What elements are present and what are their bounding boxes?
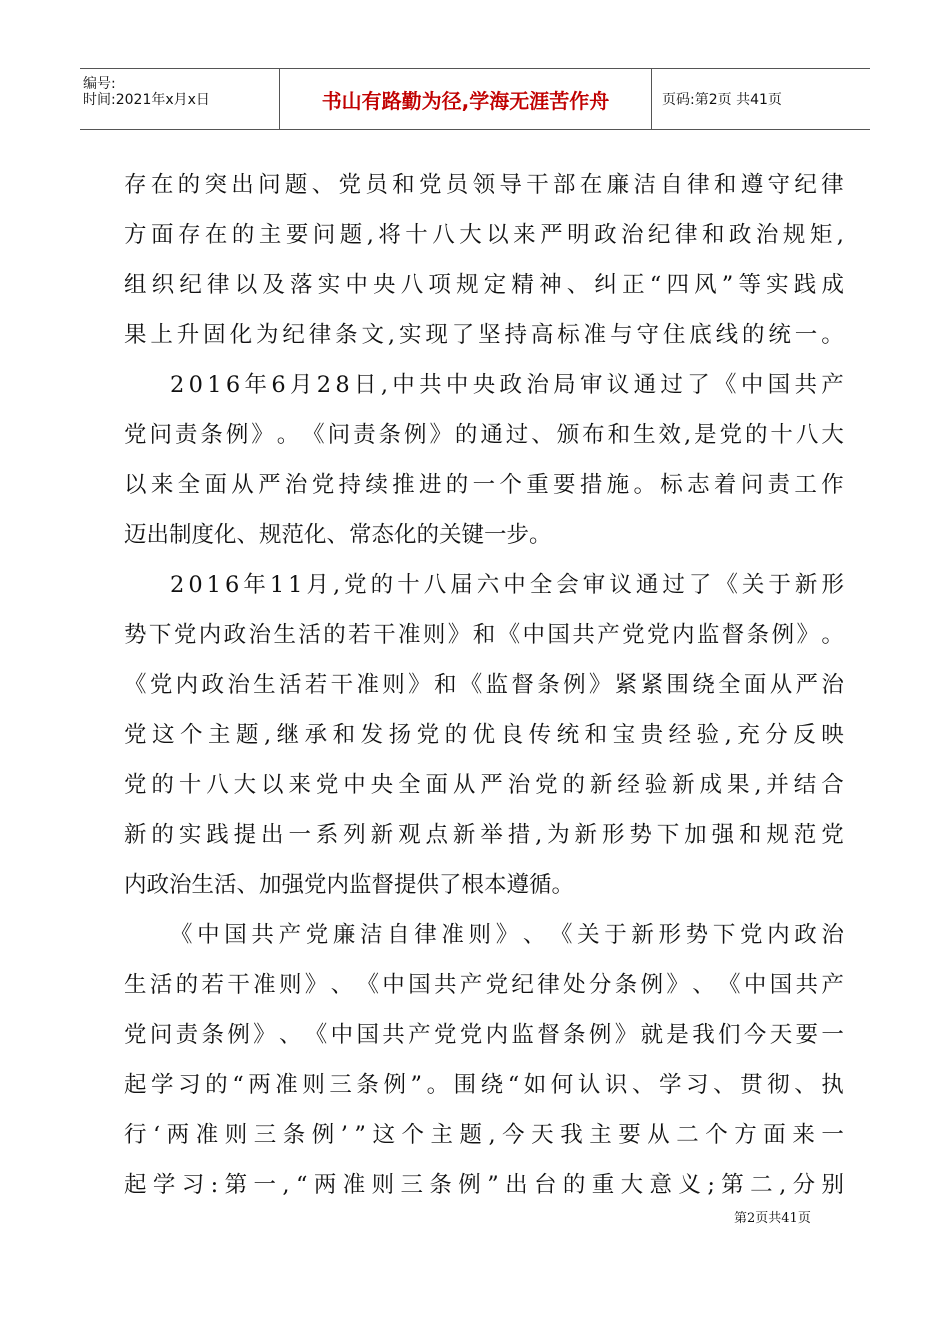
header-motto-cell — [280, 69, 652, 129]
body-line: 《 党 内 政 治 生 活 若 干 准 则 》 和 《 监 督 条 例 》 紧 紧 围 绕 全 面 从 严 治 — [124, 672, 844, 698]
body-line: 势 下 党 内 政 治 生 活 的 若 干 准 则 》 和 《 中 国 共 产 党 党 内 监 督 条 例 》 。 — [124, 622, 844, 648]
body-line: 2 0 1 6 年 6 月 2 8 日 , 中 共 中 央 政 治 局 审 议 通 过 了 《 中 国 共 产 — [170, 372, 844, 398]
body-line: 新 的 实 践 提 出 一 系 列 新 观 点 新 举 措 , 为 新 形 势 下 加 强 和 规 范 党 — [124, 822, 844, 848]
body-line: 党 这 个 主 题 , 继 承 和 发 扬 党 的 优 良 传 统 和 宝 贵 经 验 , 充 分 反 映 — [124, 722, 844, 748]
body-line: 内政治生活、加强党内监督提供了根本遵循。 — [124, 872, 575, 898]
body-line: 生 活 的 若 干 准 则 》 、 《 中 国 共 产 党 纪 律 处 分 条 例 》 、 《 中 国 共 产 — [124, 972, 844, 998]
body-line: 《 中 国 共 产 党 廉 洁 自 律 准 则 》 、 《 关 于 新 形 势 下 党 内 政 治 — [170, 922, 844, 948]
body-line: 果 上 升 固 化 为 纪 律 条 文 , 实 现 了 坚 持 高 标 准 与 守 住 底 线 的 统 一 。 — [124, 322, 844, 348]
body-line: 方 面 存 在 的 主 要 问 题 , 将 十 八 大 以 来 严 明 政 治 纪 律 和 政 治 规 矩 , — [124, 222, 844, 248]
header-page-cell — [652, 69, 870, 129]
body-line: 行 ‘ 两 准 则 三 条 例 ’ ” 这 个 主 题 , 今 天 我 主 要 从 二 个 方 面 来 一 — [124, 1122, 844, 1148]
header-meta-cell — [80, 69, 280, 129]
document-time-label: 时间:2021年x月x日 — [83, 92, 210, 108]
body-line: 起 学 习 : 第 一 , “ 两 准 则 三 条 例 ” 出 台 的 重 大 意 义 ; 第 二 , 分 别 — [124, 1172, 844, 1198]
header-page-label: 页码:第2页 共41页 — [662, 92, 782, 108]
body-line: 以 来 全 面 从 严 治 党 持 续 推 进 的 一 个 重 要 措 施 。 标 志 着 问 责 工 作 — [124, 472, 844, 498]
body-line: 党 问 责 条 例 》 。 《 问 责 条 例 》 的 通 过 、 颁 布 和 生 效 , 是 党 的 十 八 大 — [124, 422, 844, 448]
document-header — [80, 68, 870, 130]
body-line: 党 的 十 八 大 以 来 党 中 央 全 面 从 严 治 党 的 新 经 验 新 成 果 , 并 结 合 — [124, 772, 844, 798]
body-line: 2 0 1 6 年 1 1 月 , 党 的 十 八 届 六 中 全 会 审 议 通 过 了 《 关 于 新 形 — [170, 572, 844, 598]
body-line: 党 问 责 条 例 》 、 《 中 国 共 产 党 党 内 监 督 条 例 》 就 是 我 们 今 天 要 一 — [124, 1022, 844, 1048]
header-motto: 书山有路勤为径,学海无涯苦作舟 — [321, 88, 610, 113]
body-line: 存 在 的 突 出 问 题 、 党 员 和 党 员 领 导 干 部 在 廉 洁 自 律 和 遵 守 纪 律 — [124, 172, 844, 198]
body-line: 迈出制度化、规范化、常态化的关键一步。 — [124, 522, 552, 548]
body-line: 起 学 习 的 “ 两 准 则 三 条 例 ” 。 围 绕 “ 如 何 认 识 、 学 习 、 贯 彻 、 执 — [124, 1072, 844, 1098]
document-body — [124, 160, 844, 1210]
document-number-label: 编号: — [83, 76, 116, 92]
footer-page-number: 第2页共41页 — [734, 1211, 811, 1226]
body-line: 组 织 纪 律 以 及 落 实 中 央 八 项 规 定 精 神 、 纠 正 “ 四 风 ” 等 实 践 成 — [124, 272, 844, 298]
